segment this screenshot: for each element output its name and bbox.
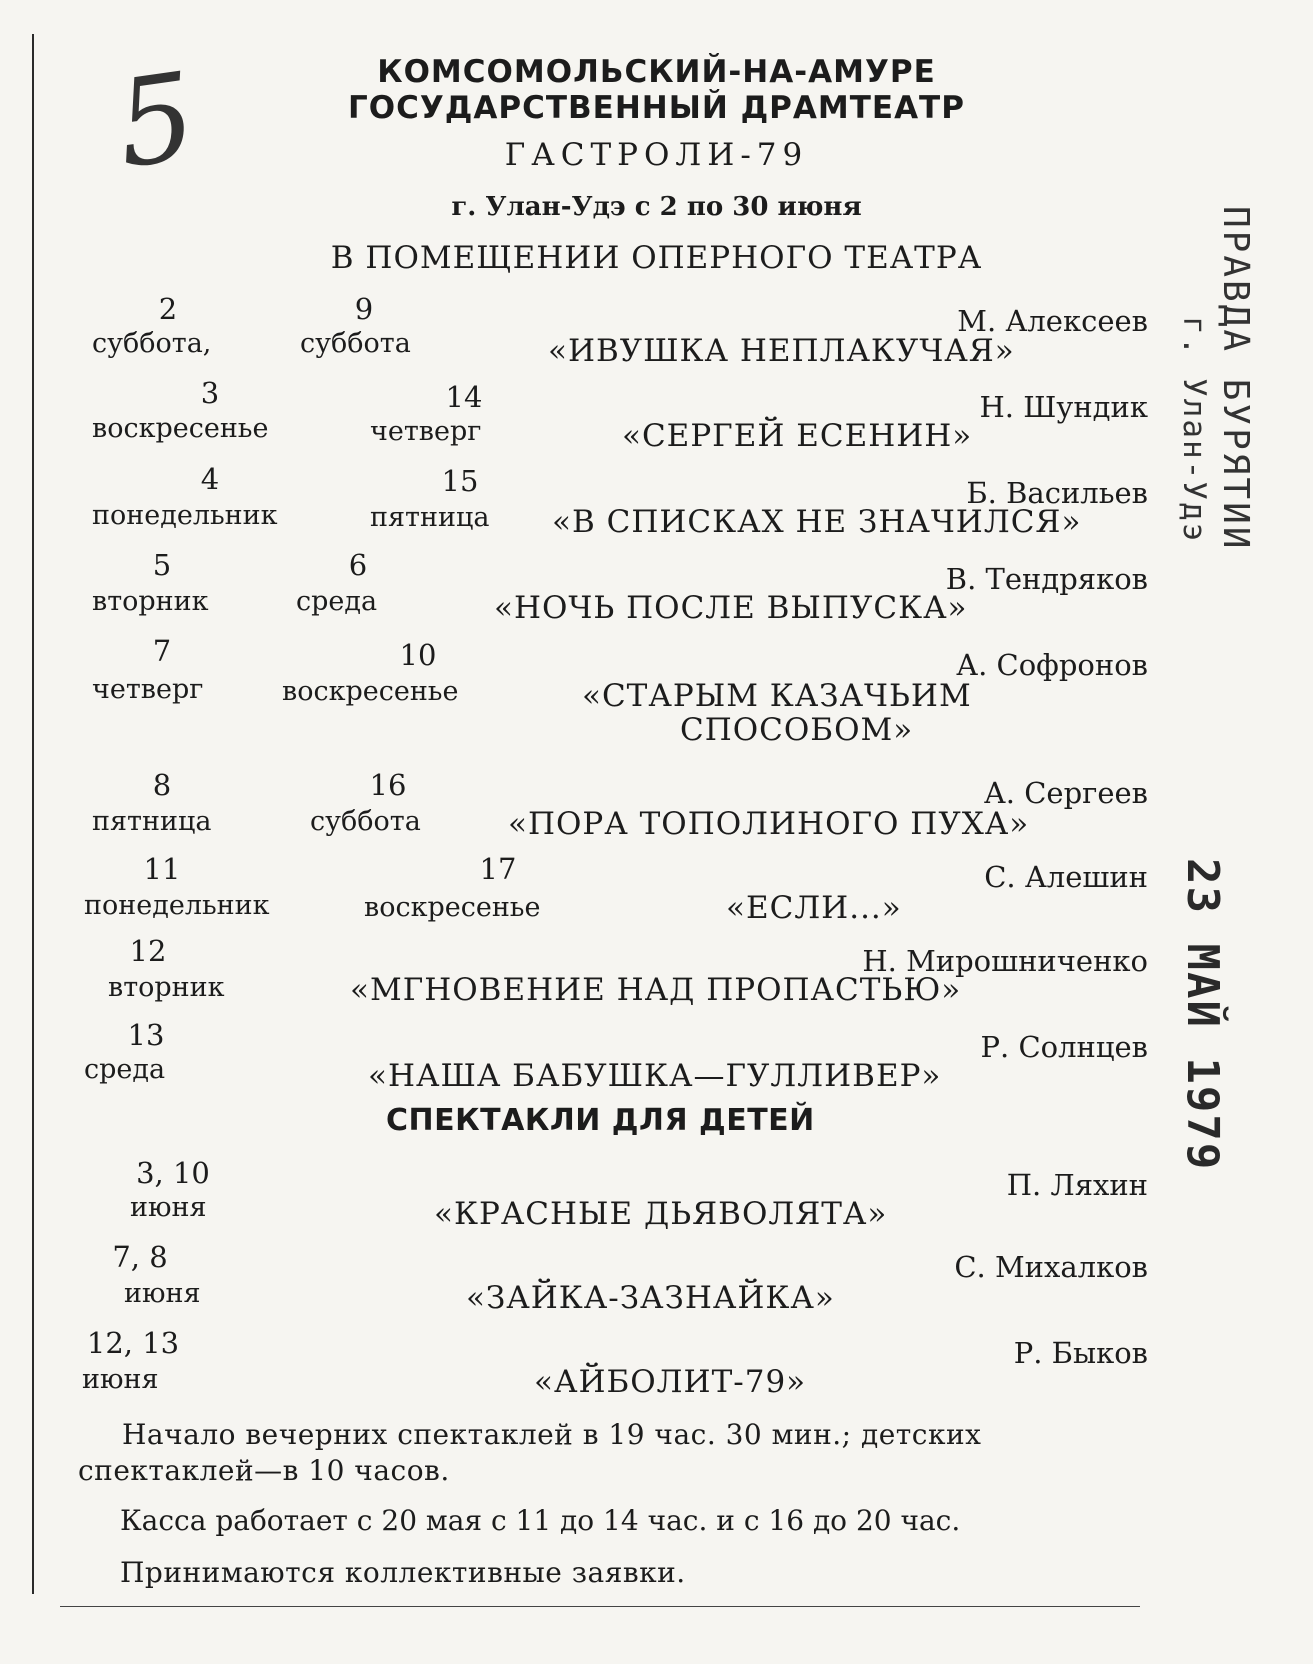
date-number: 13 bbox=[127, 1018, 165, 1052]
weekday: понедельник bbox=[92, 500, 278, 531]
play-author: С. Михалков bbox=[954, 1250, 1148, 1284]
cashier-hours: Касса работает с 20 мая с 11 до 14 час. и с 16 до 20 час. bbox=[120, 1504, 961, 1537]
weekday: четверг bbox=[92, 674, 204, 705]
date-number: 16 bbox=[369, 768, 407, 802]
weekday: понедельник bbox=[84, 890, 270, 921]
weekday: четверг bbox=[370, 416, 482, 447]
play-title: «ЕСЛИ...» bbox=[726, 890, 902, 926]
play-author: Р. Быков bbox=[1013, 1336, 1148, 1370]
date-number: 5 bbox=[152, 548, 172, 582]
play-title: «ПОРА ТОПОЛИНОГО ПУХА» bbox=[508, 806, 1030, 842]
play-title: «АЙБОЛИТ-79» bbox=[534, 1364, 807, 1400]
play-author: С. Алешин bbox=[984, 860, 1148, 894]
tour-title: ГАСТРОЛИ-79 bbox=[504, 137, 809, 173]
play-author: Н. Мирошниченко bbox=[862, 944, 1148, 978]
date-number: 9 bbox=[354, 292, 374, 326]
handwritten-number: 5 bbox=[108, 47, 204, 196]
date-number: 6 bbox=[348, 548, 368, 582]
theatre-name: ГОСУДАРСТВЕННЫЙ ДРАМТЕАТР bbox=[348, 90, 965, 126]
theatre-city: КОМСОМОЛЬСКИЙ-НА-АМУРЕ bbox=[377, 54, 936, 90]
stamp-date: 23 МАЙ 1979 bbox=[1177, 858, 1228, 1172]
play-title: «В СПИСКАХ НЕ ЗНАЧИЛСЯ» bbox=[552, 504, 1082, 540]
date-number: 15 bbox=[441, 464, 479, 498]
play-title: «СТАРЫМ КАЗАЧЬИМ bbox=[582, 678, 972, 714]
play-author: А. Сергеев bbox=[983, 776, 1148, 810]
play-author: Н. Шундик bbox=[979, 390, 1148, 424]
play-author: Р. Солнцев bbox=[980, 1030, 1148, 1064]
play-author: М. Алексеев bbox=[957, 304, 1148, 338]
date-number: 10 bbox=[399, 638, 437, 672]
group-orders: Принимаются коллективные заявки. bbox=[120, 1556, 686, 1589]
weekday: среда bbox=[296, 586, 378, 617]
weekday: вторник bbox=[92, 586, 209, 617]
date-number: 17 bbox=[479, 852, 517, 886]
date-number: 11 bbox=[143, 852, 181, 886]
child-dates: 7, 8 bbox=[112, 1240, 168, 1274]
play-title: «НАША БАБУШКА—ГУЛЛИВЕР» bbox=[368, 1058, 942, 1094]
play-title-continued: СПОСОБОМ» bbox=[680, 712, 914, 748]
weekday: суббота bbox=[300, 328, 411, 359]
child-month: июня bbox=[124, 1278, 201, 1309]
child-month: июня bbox=[82, 1364, 159, 1395]
play-author: Б. Васильев bbox=[966, 476, 1148, 510]
weekday: воскресенье bbox=[282, 676, 459, 707]
play-author: В. Тендряков bbox=[945, 562, 1148, 596]
children-heading: СПЕКТАКЛИ ДЛЯ ДЕТЕЙ bbox=[386, 1103, 815, 1138]
weekday: среда bbox=[84, 1054, 166, 1085]
date-number: 7 bbox=[152, 634, 172, 668]
play-title: «МГНОВЕНИЕ НАД ПРОПАСТЬЮ» bbox=[350, 972, 962, 1008]
date-number: 3 bbox=[200, 376, 220, 410]
play-title: «НОЧЬ ПОСЛЕ ВЫПУСКА» bbox=[494, 590, 968, 626]
play-title: «КРАСНЫЕ ДЬЯВОЛЯТА» bbox=[434, 1196, 888, 1232]
start-time-note: Начало вечерних спектаклей в 19 час. 30 мин.; детских bbox=[122, 1418, 982, 1451]
play-title: «СЕРГЕЙ ЕСЕНИН» bbox=[622, 418, 973, 454]
weekday: воскресенье bbox=[92, 413, 269, 444]
weekday: суббота, bbox=[92, 328, 212, 359]
play-author: П. Ляхин bbox=[1006, 1168, 1148, 1202]
clipping-bottom-edge bbox=[60, 1606, 1140, 1607]
tour-dates: г. Улан-Удэ с 2 по 30 июня bbox=[451, 192, 862, 222]
child-dates: 12, 13 bbox=[86, 1326, 180, 1360]
date-number: 8 bbox=[152, 768, 172, 802]
newspaper-name: ПРАВДА БУРЯТИИ bbox=[1215, 206, 1256, 552]
play-author: А. Софронов bbox=[956, 648, 1148, 682]
date-number: 4 bbox=[200, 462, 220, 496]
date-number: 14 bbox=[445, 380, 483, 414]
city-name: г. Улан-Удэ bbox=[1176, 316, 1212, 544]
play-title: «ЗАЙКА-ЗАЗНАЙКА» bbox=[466, 1280, 835, 1316]
weekday: воскресенье bbox=[364, 892, 541, 923]
date-number: 2 bbox=[158, 292, 178, 326]
start-time-note-continued: спектаклей—в 10 часов. bbox=[78, 1454, 450, 1487]
child-month: июня bbox=[130, 1192, 207, 1223]
weekday: суббота bbox=[310, 806, 421, 837]
weekday: пятница bbox=[370, 502, 490, 533]
date-number: 12 bbox=[129, 934, 167, 968]
venue: В ПОМЕЩЕНИИ ОПЕРНОГО ТЕАТРА bbox=[330, 240, 983, 276]
child-dates: 3, 10 bbox=[136, 1156, 210, 1190]
weekday: вторник bbox=[108, 972, 225, 1003]
play-title: «ИВУШКА НЕПЛАКУЧАЯ» bbox=[548, 333, 1015, 369]
weekday: пятница bbox=[92, 806, 212, 837]
